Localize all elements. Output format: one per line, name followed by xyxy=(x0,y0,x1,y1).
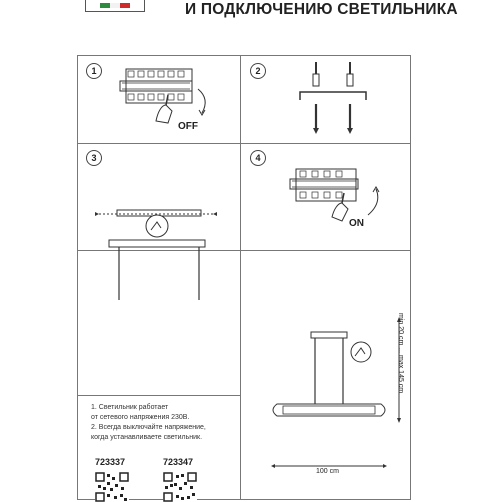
step-4-number: 4 xyxy=(250,150,266,166)
note-line: 2. Всегда выключайте напряжение, xyxy=(91,424,206,431)
note-line: 1. Светильник работает xyxy=(91,404,169,411)
page-title: И ПОДКЛЮЧЕНИЮ СВЕТИЛЬНИКА xyxy=(185,1,458,18)
magnifier-icon xyxy=(146,215,168,237)
rotate-arrow-icon xyxy=(198,89,205,113)
step-3-number: 3 xyxy=(86,150,102,166)
step-3-hanging-illustration xyxy=(95,200,225,310)
fixture-dimension-drawing xyxy=(265,310,410,480)
height-dimension-label: min 20 cm ... max 145 cm xyxy=(397,313,404,394)
step-1-breaker-illustration xyxy=(120,65,220,135)
step-2-mount-illustration xyxy=(296,62,376,137)
circuit-breaker-icon xyxy=(120,69,192,103)
step-4-breaker-illustration xyxy=(290,165,390,235)
step-2-number: 2 xyxy=(250,63,266,79)
product-code-2: 723347 xyxy=(163,457,194,467)
flag-icon xyxy=(85,0,145,12)
width-dimension-label: 100 cm xyxy=(316,468,339,475)
grid-divider-vertical xyxy=(240,55,241,500)
safety-notes xyxy=(91,403,236,443)
rotate-arrow-icon xyxy=(368,189,378,215)
hand-icon xyxy=(332,193,348,221)
screw-icon xyxy=(347,62,353,134)
note-line: от сетевого напряжения 230В. xyxy=(91,414,190,421)
qr-code-icon xyxy=(163,472,197,502)
step-1-number: 1 xyxy=(86,63,102,79)
off-label: OFF xyxy=(178,121,198,132)
grid-divider-h3 xyxy=(77,395,241,396)
note-line: когда устанавливаете светильник. xyxy=(91,434,203,441)
screw-icon xyxy=(313,62,319,134)
magnifier-icon xyxy=(351,342,371,362)
on-label: ON xyxy=(349,218,364,229)
mounting-bracket-icon xyxy=(300,92,366,100)
flag-stripe-green xyxy=(100,3,110,8)
product-code-1: 723337 xyxy=(95,457,126,467)
circuit-breaker-icon xyxy=(290,169,358,201)
flag-stripe-white xyxy=(110,3,120,8)
grid-divider-h1-left xyxy=(77,143,241,144)
qr-code-icon xyxy=(95,472,129,502)
grid-divider-h1-right xyxy=(240,143,411,144)
ceiling-canopy xyxy=(311,332,347,338)
flag-stripe-red xyxy=(120,3,130,8)
